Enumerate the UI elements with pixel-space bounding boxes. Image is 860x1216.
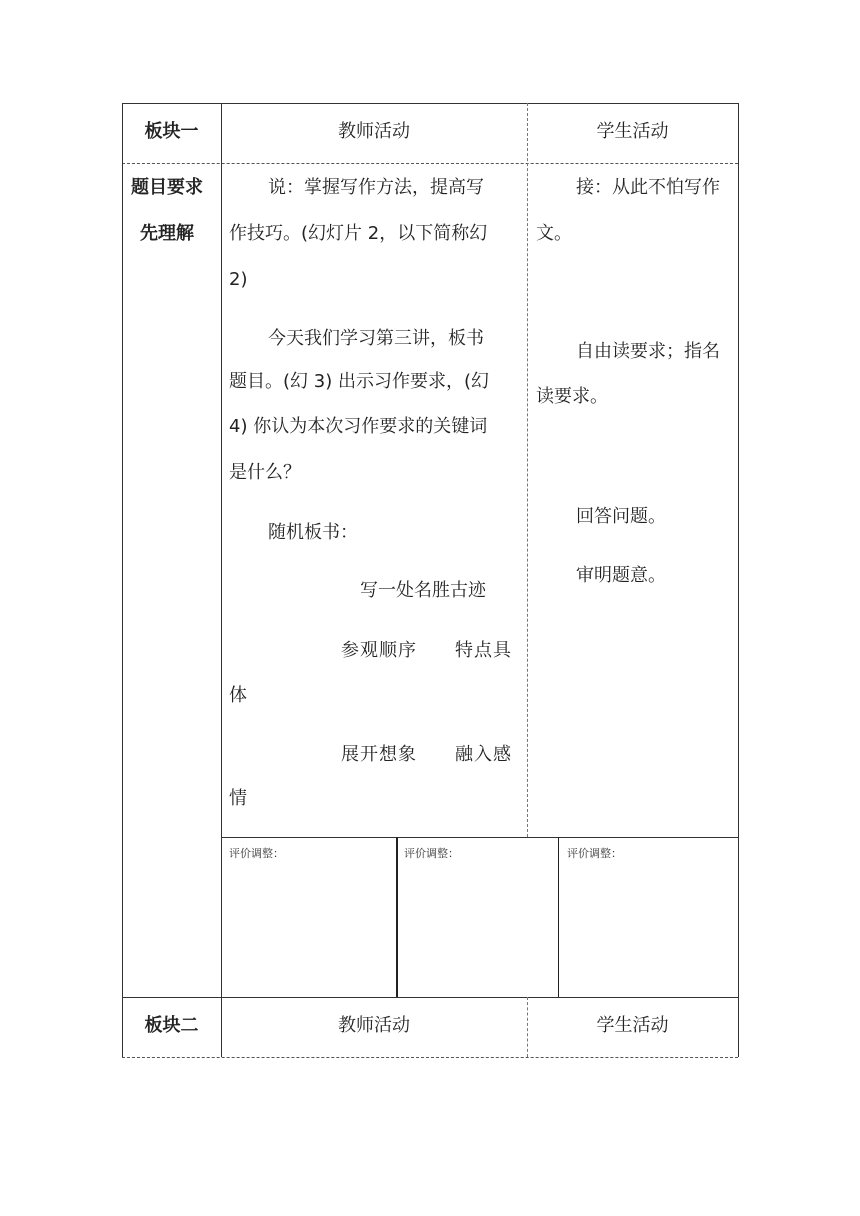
block2-student-activity-header: 学生活动 xyxy=(596,1015,669,1036)
board-line-1: 写一处名胜古迹 xyxy=(360,580,486,601)
table-bottom-border xyxy=(122,1057,738,1058)
row-label-line1: 题目要求 xyxy=(131,177,203,198)
teacher-paragraph-1-line1: 说：掌握写作方法，提高写 xyxy=(268,177,484,198)
table-left-border xyxy=(122,103,123,1057)
student-activity-header: 学生活动 xyxy=(596,121,669,142)
evaluation-note-1: 评价调整： xyxy=(229,847,284,860)
evaluation-divider-1 xyxy=(396,837,398,997)
header-divider xyxy=(122,163,738,164)
block2-teacher-activity-header: 教师活动 xyxy=(338,1015,410,1036)
teacher-paragraph-1-line2: 作技巧。(幻灯片 2，以下简称幻 xyxy=(229,223,488,244)
evaluation-note-2: 评价调整： xyxy=(404,847,459,860)
block1-label: 板块一 xyxy=(144,121,199,142)
teacher-paragraph-3: 随机板书： xyxy=(268,522,358,543)
teacher-paragraph-2-line4: 是什么？ xyxy=(229,462,301,483)
student-paragraph-2-line1: 自由读要求；指名 xyxy=(576,341,720,362)
board-line-3c: 情 xyxy=(229,788,247,809)
student-paragraph-3: 回答问题。 xyxy=(576,506,666,527)
teacher-paragraph-2-line3: 4) 你认为本次习作要求的关键词 xyxy=(229,416,488,437)
board-line-2c: 体 xyxy=(229,685,247,706)
student-paragraph-1-line1: 接：从此不怕写作 xyxy=(576,177,720,198)
teacher-activity-header: 教师活动 xyxy=(338,121,410,142)
activity-column-divider-1 xyxy=(527,103,528,837)
evaluation-top-border xyxy=(221,837,738,838)
board-line-2a: 参观顺序 xyxy=(341,640,417,661)
teacher-paragraph-1-line3: 2) xyxy=(229,269,248,290)
teacher-paragraph-2-line2: 题目。(幻 3) 出示习作要求，(幻 xyxy=(229,371,489,392)
block2-label: 板块二 xyxy=(144,1015,199,1036)
table-right-border xyxy=(738,103,739,1057)
row-label-line2: 先理解 xyxy=(140,223,194,244)
board-line-3a: 展开想象 xyxy=(341,744,417,765)
teacher-paragraph-2-line1: 今天我们学习第三讲，板书 xyxy=(268,328,484,349)
student-paragraph-2-line2: 读要求。 xyxy=(536,386,608,407)
label-column-border xyxy=(221,103,222,1057)
evaluation-divider-2 xyxy=(558,837,559,997)
evaluation-note-3: 评价调整： xyxy=(567,847,622,860)
block-divider xyxy=(122,997,738,998)
board-line-2b: 特点具 xyxy=(455,640,512,661)
table-top-border xyxy=(122,103,738,104)
student-paragraph-1-line2: 文。 xyxy=(536,223,572,244)
student-paragraph-4: 审明题意。 xyxy=(576,565,666,586)
board-line-3b: 融入感 xyxy=(455,744,512,765)
